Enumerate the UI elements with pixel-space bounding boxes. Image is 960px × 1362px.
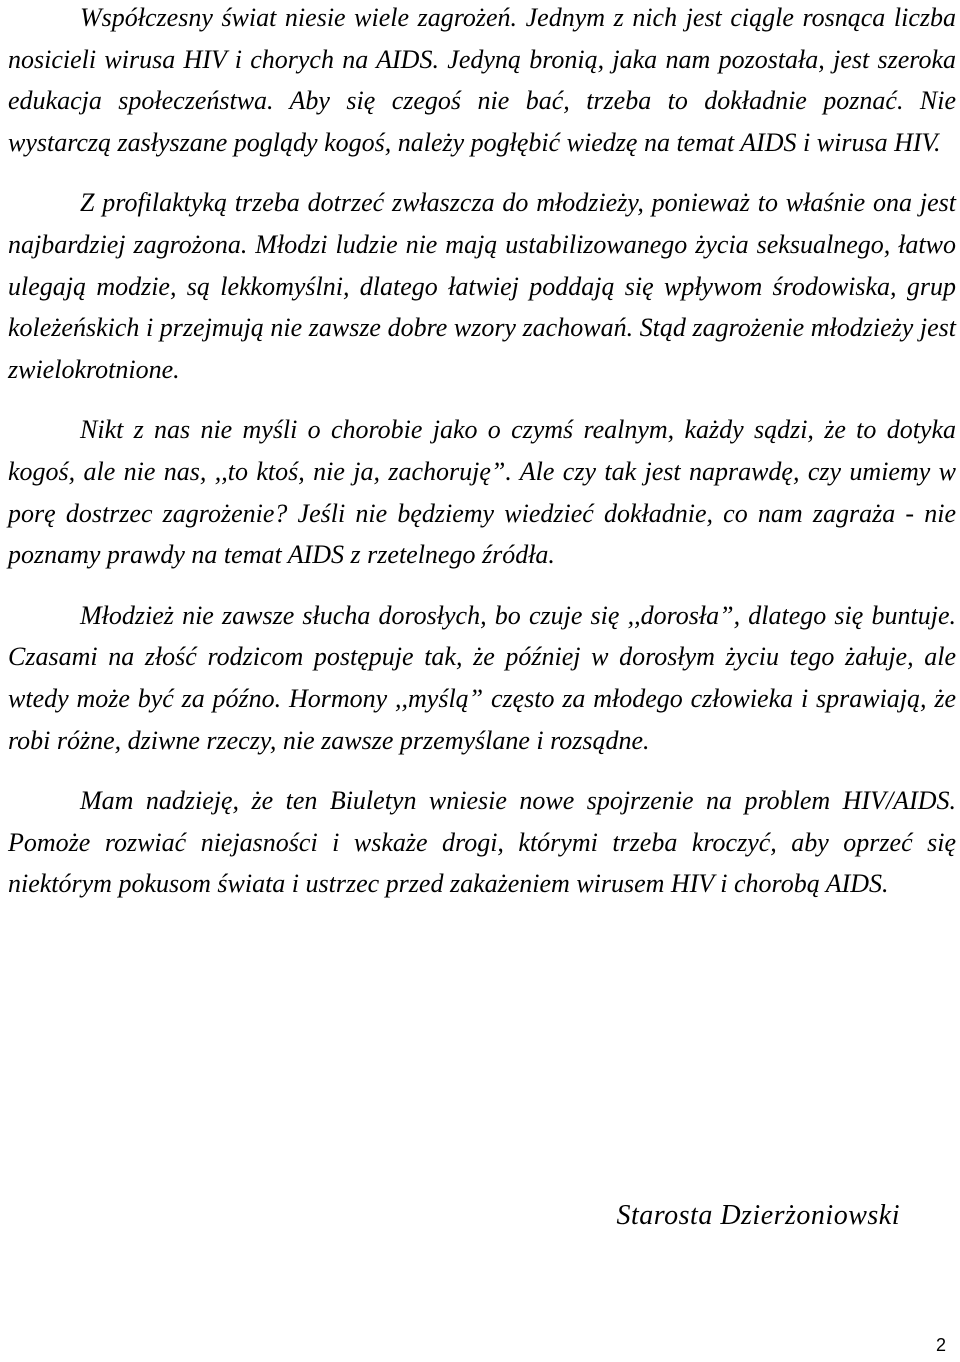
document-body (8, 0, 956, 905)
paragraph-1: Współczesny świat niesie wiele zagrożeń. Jednym z nich jest ciągle rosnąca liczba nosicieli wirusa HIV i chorych na AIDS. Jedyną bronią, jaka nam pozostała, jest szeroka edukacja społeczeństwa. Aby się czegoś nie bać, trzeba to dokładnie poznać. Nie wystarczą zasłyszane poglądy kogoś, należy pogłębić wiedzę na temat AIDS i wirusa HIV. (8, 3, 956, 157)
paragraph-2: Z profilaktyką trzeba dotrzeć zwłaszcza do młodzieży, ponieważ to właśnie ona jest najbardziej zagrożona. Młodzi ludzie nie mają ustabilizowanego życia seksualnego, łatwo ulegają modzie, są lekkomyślni, dlatego łatwiej poddają się wpływom środowiska, grup koleżeńskich i przejmują nie zawsze dobre wzory zachowań. Stąd zagrożenie młodzieży jest zwielokrotnione. (8, 188, 956, 384)
paragraph-4: Młodzież nie zawsze słucha dorosłych, bo czuje się ,,dorosła”, dlatego się buntuje. Czasami na złość rodzicom postępuje tak, że później w dorosłym życiu tego żałuje, ale wtedy może być za późno. Hormony ,,myślą” często za młodego człowieka i sprawiają, że robi różne, dziwne rzeczy, nie zawsze przemyślane i rozsądne. (8, 600, 956, 755)
paragraph-5: Mam nadzieję, że ten Biuletyn wniesie nowe spojrzenie na problem HIV/AIDS. Pomoże rozwiać niejasności i wskaże drogi, którymi trzeba kroczyć, aby oprzeć się niektórym pokusom świata i ustrzec przed zakażeniem wirusem HIV i chorobą AIDS. (8, 786, 956, 899)
paragraph-3: Nikt z nas nie myśli o chorobie jako o czymś realnym, każdy sądzi, że to dotyka kogoś, ale nie nas, ,,to ktoś, nie ja, zachoruję”. Ale czy tak jest naprawdę, czy umiemy w porę dostrzec zagrożenie? Jeśli nie będziemy wiedzieć dokładnie, co nam zagraża - nie poznamy prawdy na temat AIDS z rzetelnego źródła. (8, 415, 956, 570)
signature: Starosta Dzierżoniowski (616, 1200, 900, 1231)
page-number: 2 (935, 1335, 946, 1355)
